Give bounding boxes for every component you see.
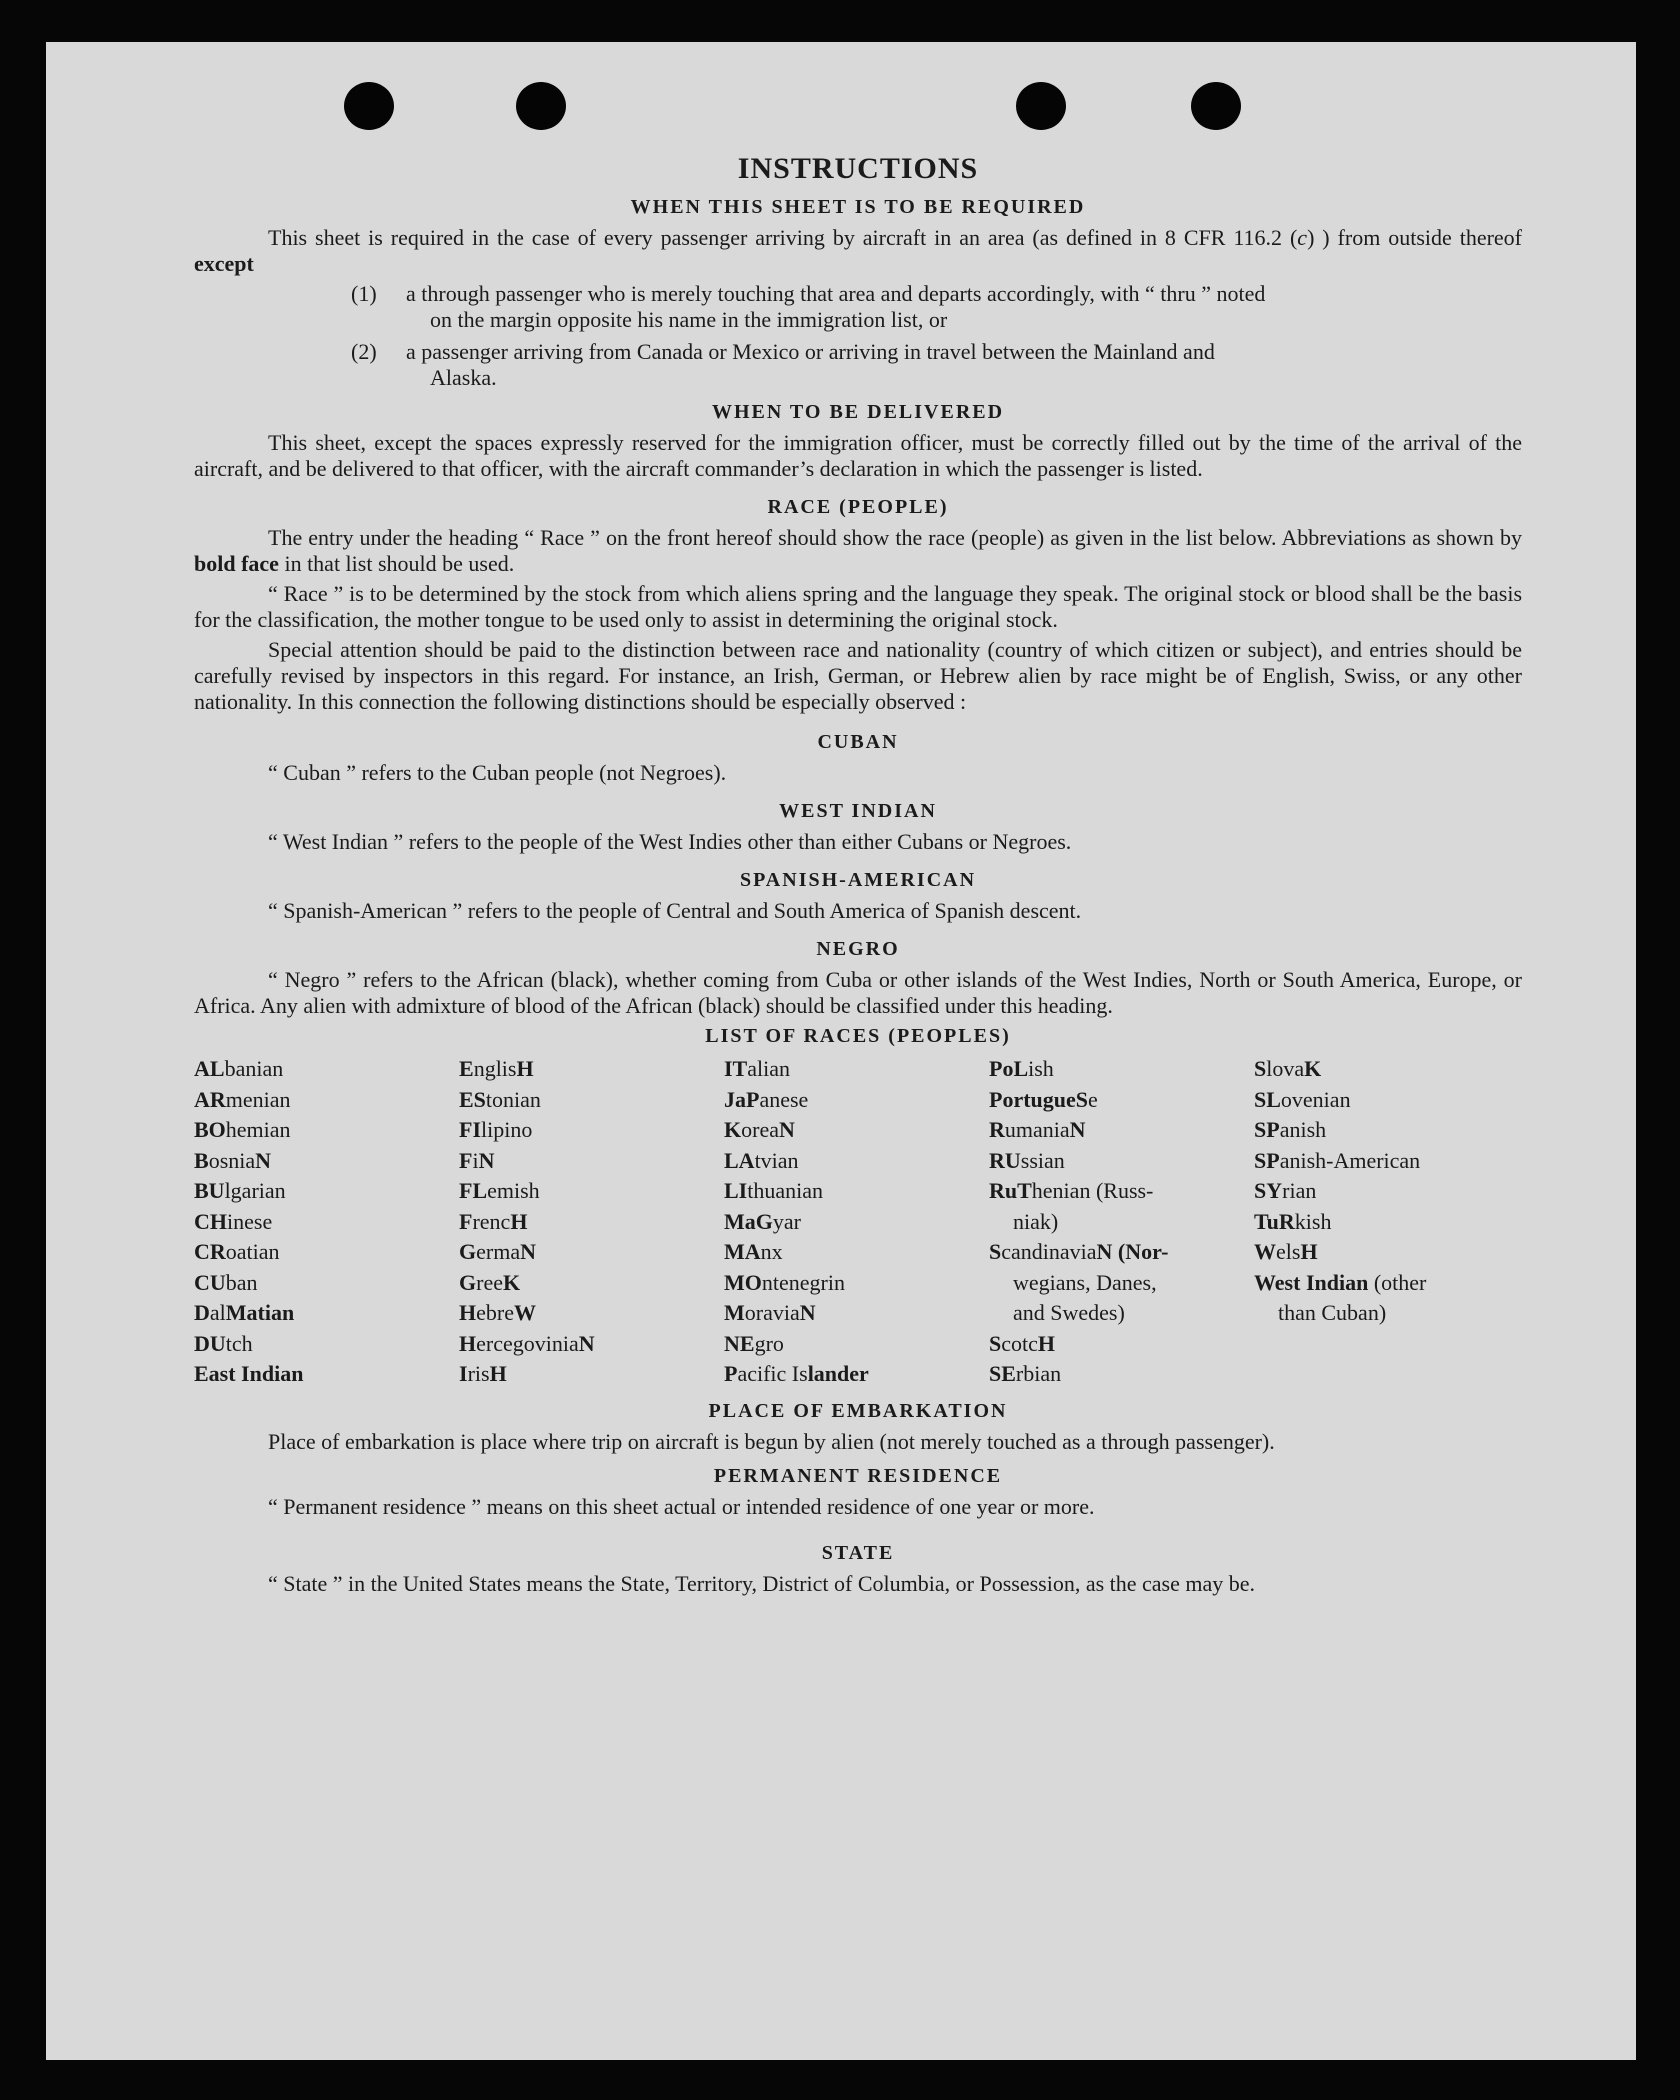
heading-spanish-american: SPANISH-AMERICAN [739,869,977,891]
race-entry: BUlgarian [194,1178,286,1203]
races-column-3 [724,1054,989,1390]
race-entry: DUtch [194,1330,253,1356]
race-entry: SErbian [989,1361,1062,1386]
heading-permanent-residence: PERMANENT RESIDENCE [713,1464,1003,1487]
race-paragraph-3: Special attention should be paid to the distinction between race and nationality (country of which citizen or subject), and entries should be carefully revised by inspectors in this regard. For instance, an Irish, German, or Hebrew alien by race might be of English, Swiss, or any other nationality. In this connection the following distinctions should be especially observed : [194,637,1522,714]
race-entry: wegians, Danes, [1013,1269,1157,1295]
spanish-american-text: “ Spanish-American ” refers to the people of Central and South America of Spanish descent. [268,898,1082,923]
heading-when-delivered: WHEN TO BE DELIVERED [711,401,1005,423]
exception-item-2: (2) a passenger arriving from Canada or Mexico or arriving in travel between the Mainland and Alaska. [351,339,1215,390]
race-entry: KoreaN [724,1117,795,1142]
race-entry: BOhemian [194,1117,291,1142]
required-intro: This sheet is required in the case of every passenger arriving by aircraft in an area (as defined in 8 CFR 116.2 (c) ) from outside thereof except [194,225,1523,276]
state-text: “ State ” in the United States means the State, Territory, District of Columbia, or Possession, as the case may be. [268,1570,1256,1596]
race-entry: EnglisH [459,1056,534,1081]
heading-list-of-races: LIST OF RACES (PEOPLES) [705,1025,1011,1047]
race-entry: SPanish [1254,1117,1327,1142]
race-entry: DalMatian [194,1300,295,1325]
race-entry: RuThenian (Russ- [989,1178,1154,1203]
race-entry: CUban [194,1269,258,1295]
embarkation-text: Place of embarkation is place where trip on aircraft is begun by alien (not merely touched as a through passenger). [268,1428,1275,1454]
race-entry: PoLish [989,1056,1054,1081]
heading-embarkation: PLACE OF EMBARKATION [708,1399,1008,1422]
race-entry: MAnx [724,1239,783,1264]
race-entry: FLemish [459,1178,540,1203]
race-entry: EStonian [459,1086,541,1112]
heading-when-required: WHEN THIS SHEET IS TO BE REQUIRED [630,196,1086,218]
heading-cuban: CUBAN [817,731,899,753]
race-entry: SlovaK [1254,1056,1322,1081]
race-entry: ARmenian [194,1086,291,1112]
west-indian-text: “ West Indian ” refers to the people of the West Indies other than either Cubans or Negroes. [268,829,1072,854]
race-entry: HercegoviniaN [459,1330,595,1356]
race-entry: LAtvian [724,1147,799,1173]
races-column-4 [989,1054,1254,1390]
races-column-5 [1254,1054,1484,1390]
race-entry: West Indian (other [1254,1269,1427,1295]
race-entry: MOntenegrin [724,1269,845,1295]
heading-state: STATE [821,1541,895,1564]
races-list [194,1054,1522,1390]
race-entry: SYrian [1254,1178,1317,1203]
race-entry: FIlipino [459,1117,533,1142]
race-entry: RumaniaN [989,1117,1086,1142]
race-entry: JaPanese [724,1086,809,1112]
race-entry: East Indian [194,1361,304,1386]
punch-hole [344,82,394,130]
punch-hole [1191,82,1241,130]
exception-item-1: (1) a through passenger who is merely touching that area and departs accordingly, with “ thru ” noted on the margin opposite his name in the immigration list, or [351,281,1266,332]
race-entry: ALbanian [194,1056,284,1081]
race-entry: NEgro [724,1330,784,1356]
race-entry: CRoatian [194,1239,280,1264]
race-entry: CHinese [194,1208,273,1234]
race-entry: WelsH [1254,1239,1318,1264]
race-entry: Pacific Islander [724,1361,869,1386]
page-title: INSTRUCTIONS [737,152,979,185]
race-entry: FrencH [459,1208,528,1234]
race-entry: RUssian [989,1147,1065,1173]
race-entry: SPanish-American [1254,1147,1421,1173]
race-entry: ITalian [724,1056,791,1081]
punch-hole [1016,82,1066,130]
cuban-text: “ Cuban ” refers to the Cuban people (not Negroes). [268,760,727,785]
race-entry: and Swedes) [1013,1300,1125,1325]
race-entry: PortugueSe [989,1086,1098,1112]
race-entry: GreeK [459,1269,521,1295]
document-page [46,42,1636,2060]
heading-west-indian: WEST INDIAN [779,800,937,822]
punch-hole [516,82,566,130]
negro-text: “ Negro ” refers to the African (black), whether coming from Cuba or other islands of the West Indies, North or South America, Europe, or Africa. Any alien with admixture of blood of the African (black) should be classified under this heading. [194,967,1522,1018]
race-paragraph-2: “ Race ” is to be determined by the stock from which aliens spring and the language they speak. The original stock or blood shall be the basis for the classification, the mother tongue to be used only to assist in determining the original stock. [194,581,1522,632]
races-column-1 [194,1054,459,1390]
residence-text: “ Permanent residence ” means on this sheet actual or intended residence of one year or more. [268,1493,1095,1519]
race-entry: FiN [459,1147,495,1173]
race-entry: ScotcH [989,1330,1056,1356]
races-column-2 [459,1054,724,1390]
race-entry: BosniaN [194,1147,272,1173]
race-entry: LIthuanian [724,1178,824,1203]
race-entry: TuRkish [1254,1208,1332,1234]
race-entry: niak) [1013,1208,1059,1234]
race-entry: IrisH [459,1361,507,1386]
heading-negro: NEGRO [816,938,900,960]
delivered-text: This sheet, except the spaces expressly reserved for the immigration officer, must be correctly filled out by the time of the arrival of the aircraft, and be delivered to that officer, with the aircraft commander’s declaration in which the passenger is listed. [194,430,1522,481]
race-entry: GermaN [459,1239,536,1264]
instructions-content [194,152,1522,1601]
race-entry: ScandinaviaN (Nor- [989,1239,1169,1264]
race-entry: HebreW [459,1300,536,1325]
race-entry: MoraviaN [724,1300,816,1325]
race-entry: SLovenian [1254,1086,1351,1112]
race-entry: than Cuban) [1278,1300,1387,1325]
race-paragraph-1: The entry under the heading “ Race ” on the front hereof should show the race (people) as given in the list below. Abbreviations as shown by bold face in that list should be used. [194,525,1522,576]
race-entry: MaGyar [724,1208,801,1234]
heading-race: RACE (PEOPLE) [767,496,949,518]
